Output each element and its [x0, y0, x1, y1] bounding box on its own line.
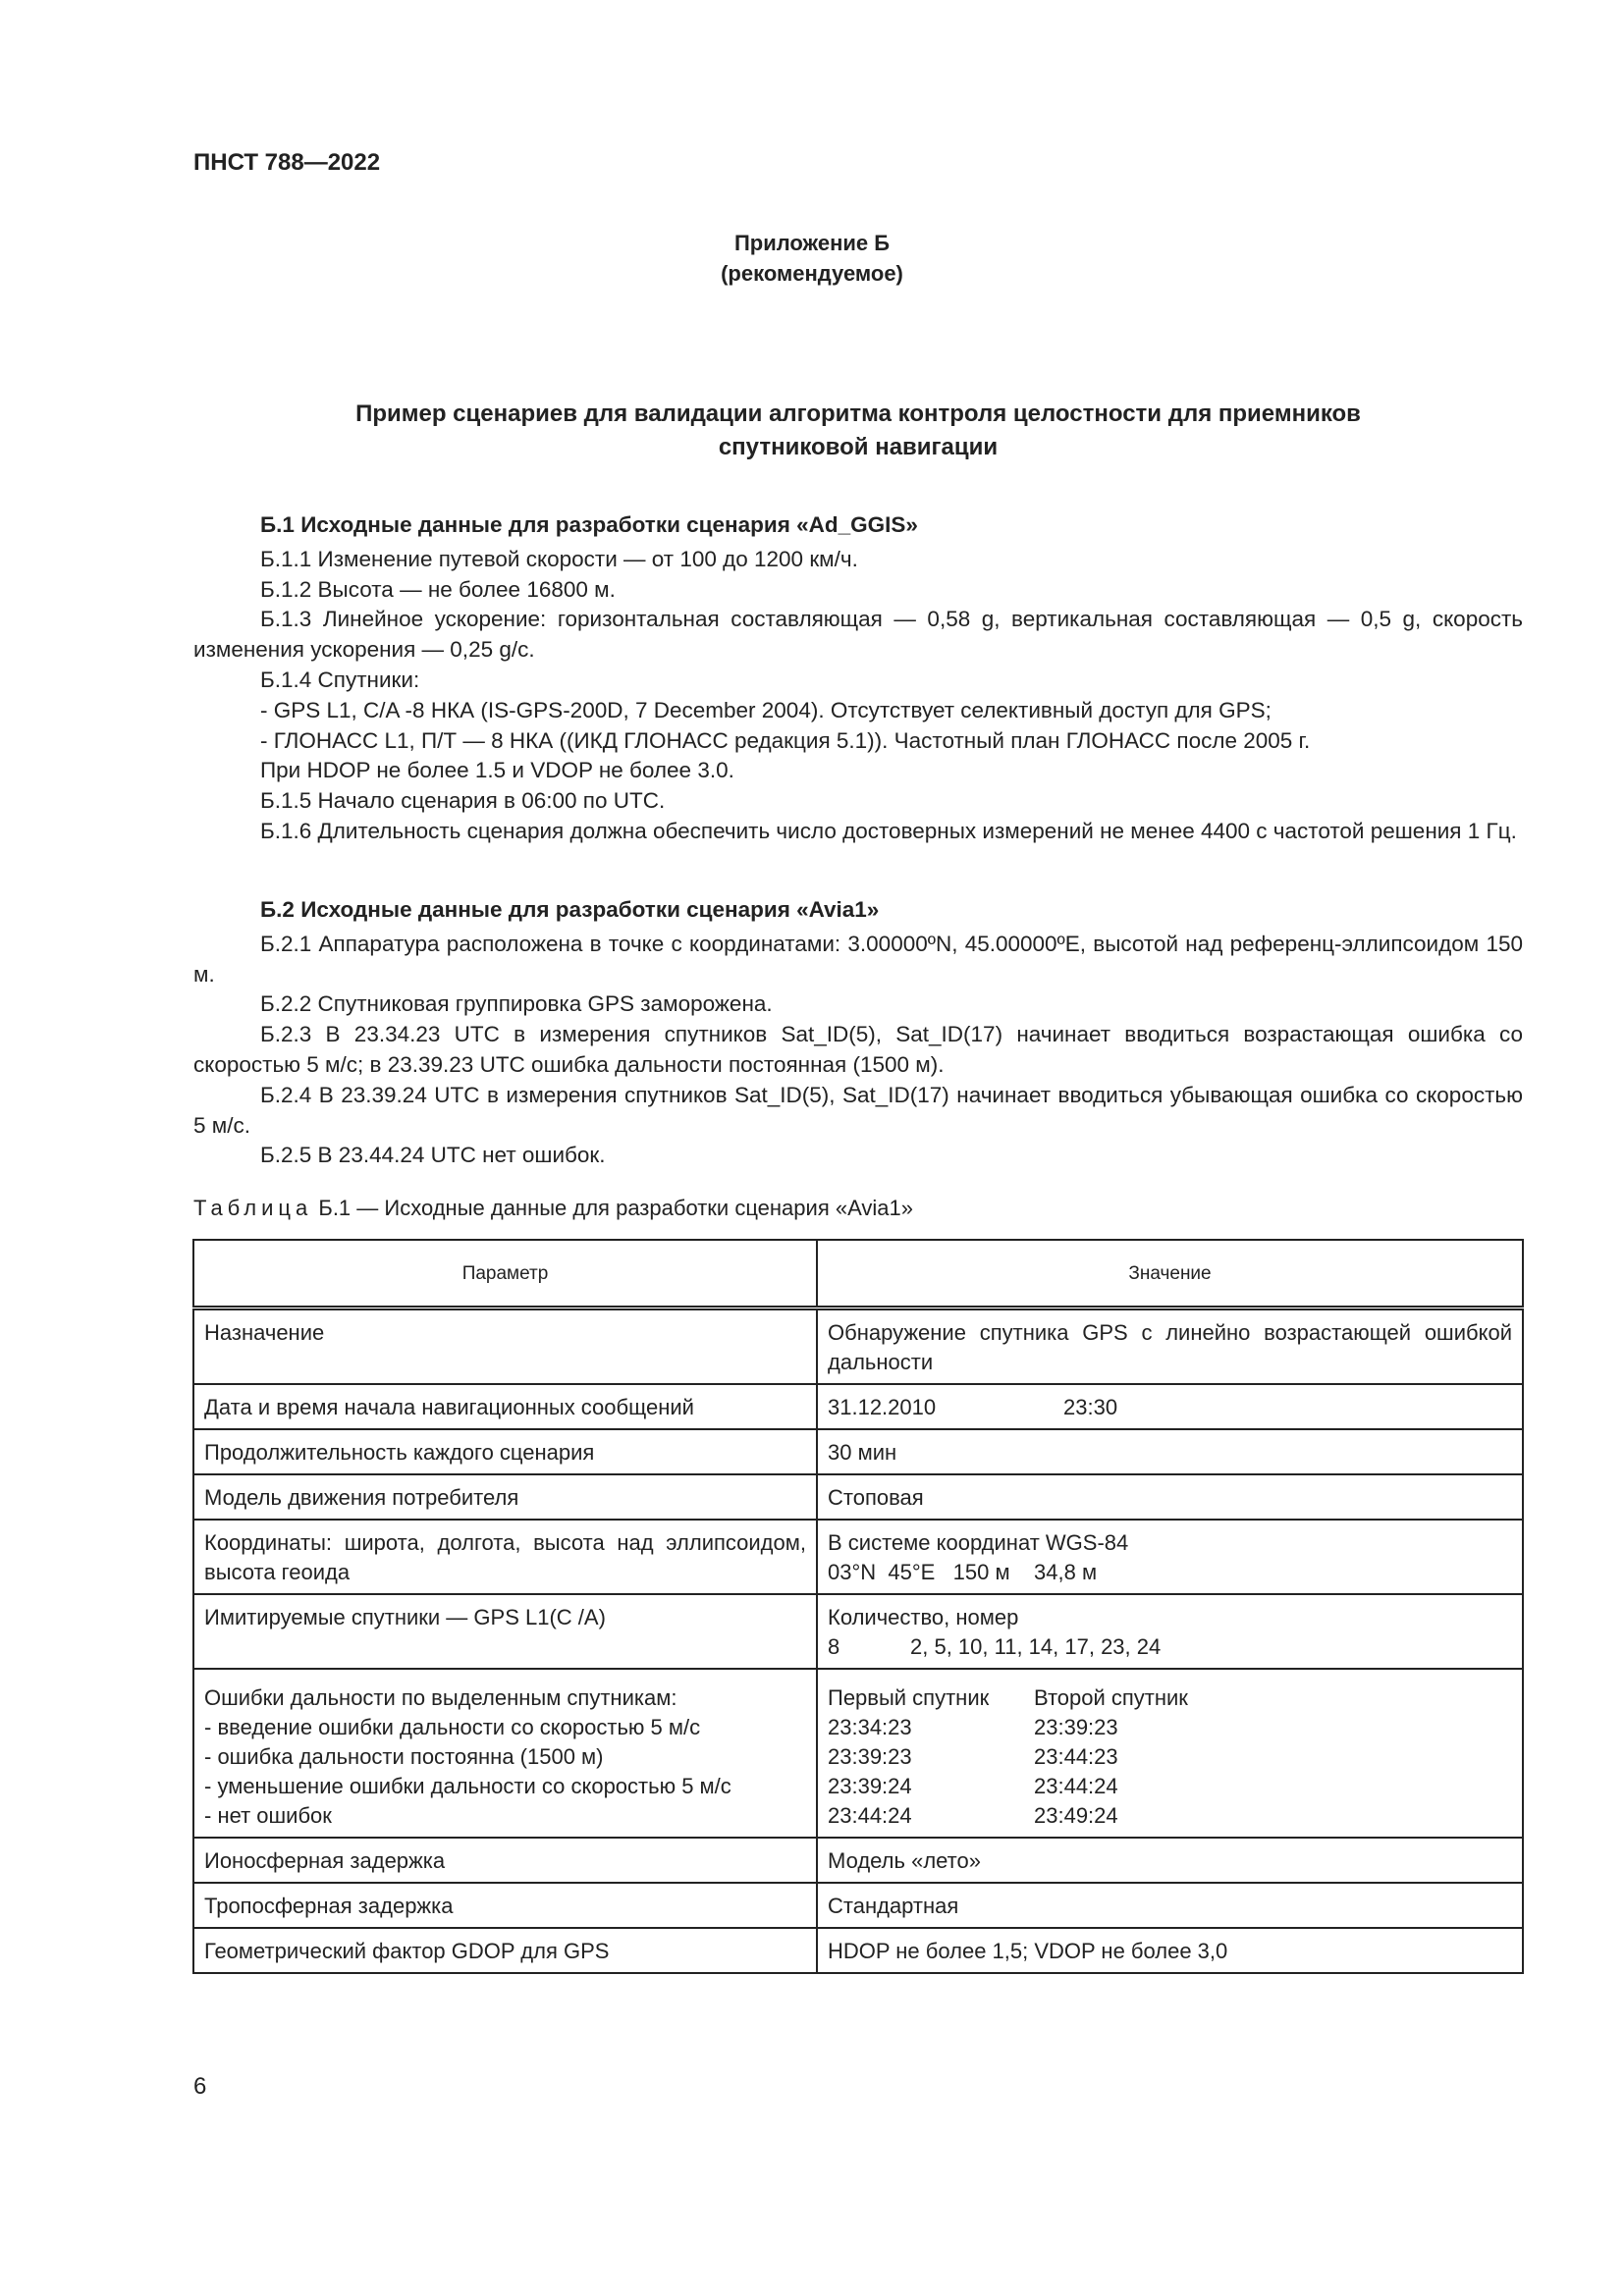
cell-param	[193, 1669, 817, 1838]
appendix-title: Приложение Б	[733, 231, 891, 255]
list-item: - нет ошибок	[204, 1803, 332, 1828]
cell-value: Стандартная	[817, 1883, 1523, 1928]
date-value: 31.12.2010	[828, 1395, 937, 1419]
satellites-label: Количество, номер	[828, 1605, 1019, 1629]
table-caption	[193, 1196, 913, 1221]
table-row	[193, 1838, 1523, 1883]
cell-value: HDOP не более 1,5; VDOP не более 3,0	[817, 1928, 1523, 1973]
table-row	[193, 1474, 1523, 1520]
paragraph: При HDOP не более 1.5 и VDOP не более 3.0.	[260, 758, 734, 783]
list-item: - уменьшение ошибки дальности со скоростью 5 м/с	[204, 1774, 731, 1798]
table-row	[193, 1520, 1523, 1594]
parameters-table	[192, 1239, 1524, 1974]
document-code: ПНСТ 788—2022	[193, 149, 381, 176]
paragraph: Б.2.2 Спутниковая группировка GPS заморожена.	[260, 991, 773, 1017]
table-caption-text: Б.1 — Исходные данные для разработки сценария «Avia1»	[312, 1196, 913, 1220]
list-item: - ошибка дальности постоянна (1500 м)	[204, 1744, 604, 1769]
paragraph: Б.2.5 В 23.44.24 UTC нет ошибок.	[260, 1143, 606, 1168]
table-row	[193, 1883, 1523, 1928]
table-row	[193, 1384, 1523, 1429]
cell-param: Продолжительность каждого сценария	[193, 1429, 817, 1474]
page-number: 6	[193, 2073, 207, 2100]
paragraph: Б.1.4 Спутники:	[260, 667, 420, 692]
errors-title: Ошибки дальности по выделенным спутникам:	[204, 1685, 677, 1710]
satellite-numbers: 2, 5, 10, 11, 14, 17, 23, 24	[910, 1634, 1162, 1659]
main-title-line2: спутниковой навигации	[718, 434, 999, 460]
main-title	[193, 398, 1523, 464]
time-value: 23:30	[1063, 1395, 1118, 1419]
cell-param: Дата и время начала навигационных сообщений	[193, 1384, 817, 1429]
coord-system: В системе координат WGS-84	[828, 1530, 1129, 1555]
section-b1	[193, 505, 1523, 847]
cell-value	[817, 1669, 1523, 1838]
cell-param: Геометрический фактор GDOP для GPS	[193, 1928, 817, 1973]
cell-param: Тропосферная задержка	[193, 1883, 817, 1928]
cell-param: Координаты: широта, долгота, высота над эллипсоидом, высота геоида	[193, 1520, 817, 1594]
list-item: - ГЛОНАСС L1, П/Т — 8 НКА ((ИКД ГЛОНАСС редакция 5.1)). Частотный план ГЛОНАСС после 2005 г.	[260, 727, 1311, 753]
cell-param: Модель движения потребителя	[193, 1474, 817, 1520]
cell-value	[817, 1520, 1523, 1594]
table-row	[193, 1669, 1523, 1838]
cell-value: Модель «лето»	[817, 1838, 1523, 1883]
paragraph: Б.1.5 Начало сценария в 06:00 по UTC.	[260, 788, 666, 814]
paragraph: Б.1.6 Длительность сценария должна обеспечить число достоверных измерений не менее 4400 с частотой решения 1 Гц.	[260, 818, 1517, 843]
cell-value: 30 мин	[817, 1429, 1523, 1474]
coord-values: 03°N 45°E 150 м 34,8 м	[828, 1560, 1098, 1584]
cell-value: Обнаружение спутника GPS с линейно возрастающей ошибкой дальности	[817, 1308, 1523, 1385]
time-value: 23:34:23	[828, 1715, 912, 1739]
second-satellite-header: Второй спутник	[1034, 1685, 1188, 1710]
time-value: 23:39:23	[828, 1744, 912, 1769]
main-title-line1: Пример сценариев для валидации алгоритма контроля целостности для приемников	[355, 400, 1361, 427]
cell-param: Назначение	[193, 1308, 817, 1385]
table-caption-prefix: Таблица	[193, 1196, 313, 1220]
satellite-count: 8	[828, 1634, 840, 1659]
list-item: - GPS L1, C/A -8 НКА (IS-GPS-200D, 7 December 2004). Отсутствует селективный доступ для GPS;	[260, 697, 1272, 722]
table-row	[193, 1429, 1523, 1474]
appendix-subtitle: (рекомендуемое)	[721, 261, 903, 286]
table-row	[193, 1308, 1523, 1385]
section-b1-heading: Б.1 Исходные данные для разработки сценария «Ad_GGIS»	[260, 512, 918, 537]
paragraph: Б.2.4 В 23.39.24 UTC в измерения спутников Sat_ID(5), Sat_ID(17) начинает вводиться убывающая ошибка со скоростью 5 м/с.	[193, 1082, 1523, 1138]
cell-param: Ионосферная задержка	[193, 1838, 817, 1883]
first-satellite-header: Первый спутник	[828, 1685, 990, 1710]
appendix-heading	[0, 228, 1624, 289]
paragraph: Б.1.3 Линейное ускорение: горизонтальная составляющая — 0,58 g, вертикальная составляющая — 0,5 g, скорость изменения ускорения — 0,25 g/c.	[193, 607, 1523, 663]
time-value: 23:39:23	[1034, 1715, 1118, 1739]
column-header-parameter: Параметр	[193, 1240, 817, 1308]
paragraph: Б.1.1 Изменение путевой скорости — от 100 до 1200 км/ч.	[260, 546, 858, 571]
cell-param: Имитируемые спутники — GPS L1(C /A)	[193, 1594, 817, 1669]
paragraph: Б.1.2 Высота — не более 16800 м.	[260, 576, 616, 602]
list-item: - введение ошибки дальности со скоростью 5 м/с	[204, 1715, 701, 1739]
table-header-row	[193, 1240, 1523, 1308]
column-header-value: Значение	[817, 1240, 1523, 1308]
time-value: 23:44:23	[1034, 1744, 1118, 1769]
paragraph: Б.2.1 Аппаратура расположена в точке с координатами: 3.00000ºN, 45.00000ºE, высотой над референц-эллипсоидом 150 м.	[193, 931, 1523, 987]
cell-value	[817, 1384, 1523, 1429]
cell-value	[817, 1594, 1523, 1669]
section-b2-heading: Б.2 Исходные данные для разработки сценария «Avia1»	[260, 897, 880, 922]
time-value: 23:44:24	[828, 1803, 912, 1828]
paragraph: Б.2.3 В 23.34.23 UTC в измерения спутников Sat_ID(5), Sat_ID(17) начинает вводиться возрастающая ошибка со скоростью 5 м/с; в 23.39.23 UTC ошибка дальности постоянная (1500 м).	[193, 1022, 1523, 1077]
time-value: 23:44:24	[1034, 1774, 1118, 1798]
table-row	[193, 1928, 1523, 1973]
cell-value: Стоповая	[817, 1474, 1523, 1520]
time-value: 23:49:24	[1034, 1803, 1118, 1828]
table-row	[193, 1594, 1523, 1669]
section-b2	[193, 889, 1523, 1171]
time-value: 23:39:24	[828, 1774, 912, 1798]
